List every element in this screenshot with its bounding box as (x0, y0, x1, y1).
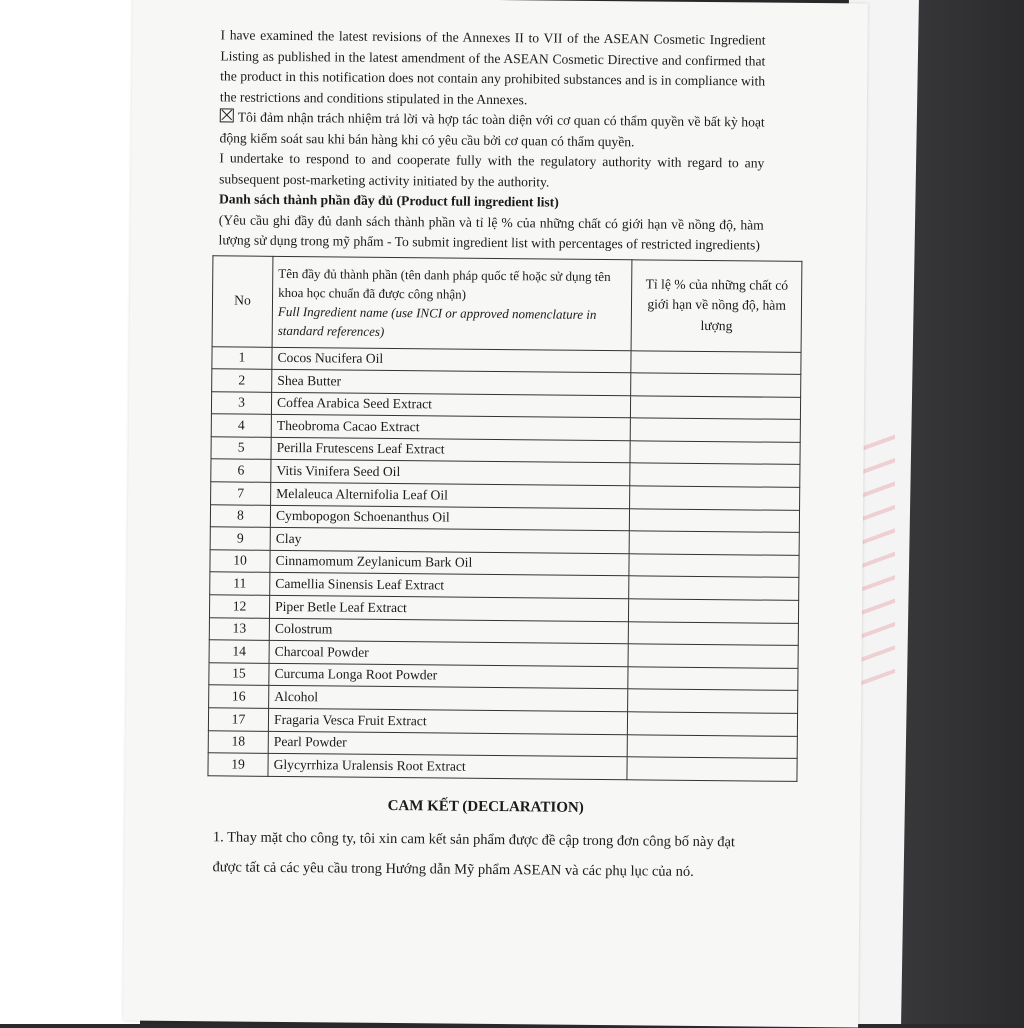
row-ingredient-name: Cymbopogon Schoenanthus Oil (270, 505, 629, 531)
row-no: 13 (209, 617, 269, 640)
row-percentage (629, 554, 799, 578)
background-left (0, 0, 140, 1024)
row-percentage (628, 712, 798, 736)
ingredient-list-heading: Danh sách thành phần đầy đủ (Product full ingredient list) (218, 191, 559, 210)
row-ingredient-name: Cinnamomum Zeylanicum Bark Oil (270, 550, 629, 576)
row-no: 6 (211, 459, 271, 482)
row-percentage (627, 757, 797, 781)
row-percentage (629, 599, 799, 623)
undertake-en: I undertake to respond to and cooperate fully with the regulatory authority with regard to any subsequent post-marketing activity initiated by the authority. (219, 150, 765, 190)
row-ingredient-name: Shea Butter (272, 369, 631, 395)
row-no: 3 (211, 391, 271, 414)
row-no: 1 (212, 346, 272, 369)
row-ingredient-name: Curcuma Longa Root Powder (269, 663, 628, 689)
row-percentage (631, 350, 801, 374)
header-name-vi: Tên đầy đủ thành phần (tên danh pháp quốc tế hoặc sử dụng tên khoa học chuẩn đã được công nhận) (278, 265, 611, 302)
header-name-en: Full Ingredient name (use INCI or approved nomenclature in standard references) (277, 303, 597, 339)
row-no: 10 (210, 550, 270, 573)
undertake-vi-text: Tôi đảm nhận trách nhiệm trả lời và hợp tác toàn diện với cơ quan có thẩm quyền về bất kỳ hoạt động kiểm soát sau khi bán hàng khi có yêu cầu bởi cơ quan có thẩm quyền. (219, 109, 765, 149)
row-ingredient-name: Glycyrrhiza Uralensis Root Extract (268, 754, 627, 780)
checked-box-icon (220, 108, 234, 122)
row-percentage (629, 576, 799, 600)
row-no: 12 (209, 595, 269, 618)
document-page (123, 0, 868, 1028)
row-ingredient-name: Coffea Arabica Seed Extract (271, 392, 630, 418)
row-no: 17 (208, 708, 268, 731)
row-percentage (628, 689, 798, 713)
row-percentage (630, 486, 800, 510)
header-percentage: Tỉ lệ % của những chất có giới hạn về nồng độ, hàm lượng (631, 259, 802, 352)
row-no: 15 (209, 663, 269, 686)
row-percentage (630, 441, 800, 465)
declaration-title: CAM KẾT (DECLARATION) (387, 797, 584, 816)
row-no: 2 (212, 369, 272, 392)
undertake-vi (219, 107, 764, 153)
row-no: 4 (211, 414, 271, 437)
row-percentage (631, 395, 801, 419)
row-ingredient-name: Perilla Frutescens Leaf Extract (271, 437, 630, 463)
row-no: 14 (209, 640, 269, 663)
row-no: 16 (209, 685, 269, 708)
row-percentage (631, 418, 801, 442)
row-ingredient-name: Colostrum (269, 618, 628, 644)
row-ingredient-name: Piper Betle Leaf Extract (270, 595, 629, 621)
row-percentage (631, 373, 801, 397)
row-no: 9 (210, 527, 270, 550)
row-ingredient-name: Clay (270, 528, 629, 554)
page-content (212, 25, 789, 887)
row-ingredient-name: Pearl Powder (268, 731, 627, 757)
row-no: 5 (211, 437, 271, 460)
row-ingredient-name: Camellia Sinensis Leaf Extract (270, 573, 629, 599)
row-percentage (629, 531, 799, 555)
row-ingredient-name: Melaleuca Alternifolia Leaf Oil (271, 482, 630, 508)
row-ingredient-name: Fragaria Vesca Fruit Extract (268, 708, 627, 734)
row-percentage (628, 644, 798, 668)
declaration-item-1: 1. Thay mặt cho công ty, tôi xin cam kết sản phẩm được đề cập trong đơn công bố này đạt được tất cả các yêu cầu trong Hướng dẫn Mỹ phẩm ASEAN và các phụ lục của nó. (212, 829, 736, 881)
row-no: 18 (208, 730, 268, 753)
header-ingredient-name (272, 256, 632, 350)
row-percentage (628, 667, 798, 691)
row-ingredient-name: Cocos Nucifera Oil (272, 347, 631, 373)
row-ingredient-name: Charcoal Powder (269, 641, 628, 667)
ingredient-table (207, 255, 802, 782)
row-no: 7 (211, 482, 271, 505)
row-percentage (630, 508, 800, 532)
row-ingredient-name: Alcohol (269, 686, 628, 712)
ingredient-list-note: (Yêu cầu ghi đầy đủ danh sách thành phần và tỉ lệ % của những chất có giới hạn về nồng độ, hàm lượng sử dụng trong mỹ phẩm - To submit ingredient list with percentages of restricted ingredients) (218, 211, 764, 253)
table-row (208, 753, 797, 781)
compliance-statement: I have examined the latest revisions of the Annexes II to VII of the ASEAN Cosmetic Ingredient Listing as published in the latest amendment of the ASEAN Cosmetic Directive and confirmed that the product in this notification does not contain any prohibited substances and is in compliance with the restrictions and conditions stipulated in the Annexes. (219, 27, 766, 107)
row-percentage (627, 734, 797, 758)
header-no: No (212, 255, 273, 347)
row-ingredient-name: Vitis Vinifera Seed Oil (271, 460, 630, 486)
row-no: 8 (210, 504, 270, 527)
row-percentage (629, 621, 799, 645)
row-no: 11 (210, 572, 270, 595)
row-percentage (630, 463, 800, 487)
table-body (208, 346, 801, 781)
row-no: 19 (208, 753, 268, 776)
table-header-row (212, 255, 802, 352)
row-ingredient-name: Theobroma Cacao Extract (271, 415, 630, 441)
